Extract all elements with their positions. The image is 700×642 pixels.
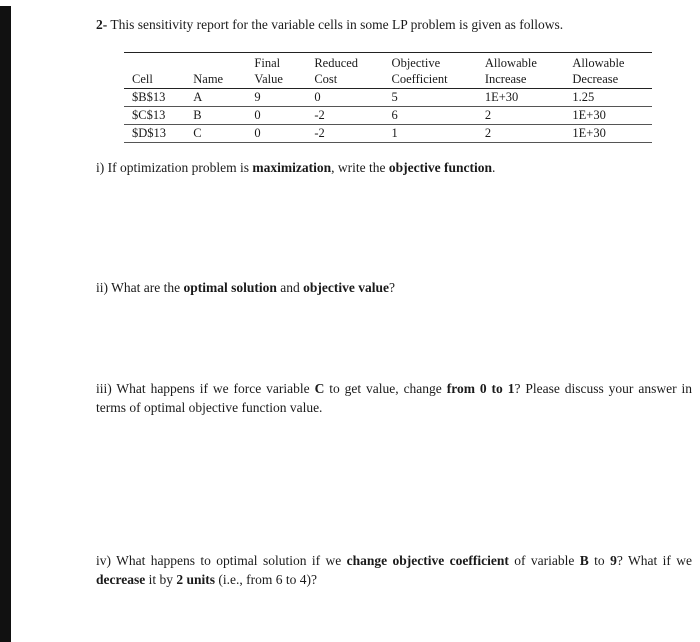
- question-intro: This sensitivity report for the variable cells in some LP problem is given as follows.: [110, 17, 564, 32]
- question-part-ii: [96, 278, 395, 297]
- question-number: 2-: [96, 17, 108, 32]
- question-part-iii: [96, 379, 692, 417]
- part-text: ? Please discuss your answer in terms of optimal objective function value.: [96, 381, 692, 415]
- header-cell: Cost: [302, 71, 383, 89]
- header-cell: Coefficient: [384, 71, 477, 89]
- question-part-iv: [96, 551, 692, 589]
- table-cell: 1E+30: [564, 125, 652, 143]
- part-text: to: [588, 553, 611, 568]
- table-cell: 0: [302, 89, 383, 107]
- header-cell: Value: [240, 71, 302, 89]
- part-text: , write the: [331, 160, 389, 175]
- header-cell: Reduced: [302, 53, 383, 72]
- table-cell: 1E+30: [477, 89, 565, 107]
- part-bold-text: B: [579, 553, 589, 568]
- table-header-row-bottom: [124, 71, 652, 89]
- table-cell: 0: [240, 125, 302, 143]
- header-cell: Allowable: [477, 53, 565, 72]
- table-cell: $D$13: [124, 125, 185, 143]
- table-cell: 1: [384, 125, 477, 143]
- header-cell: Increase: [477, 71, 565, 89]
- part-text: of variable: [508, 553, 580, 568]
- header-cell: Cell: [124, 71, 185, 89]
- part-bold-text: from 0 to 1: [446, 381, 515, 396]
- table-cell: 6: [384, 107, 477, 125]
- part-bold-text: change objective coefficient: [346, 553, 509, 568]
- table-row: [124, 125, 652, 143]
- header-cell: Name: [185, 71, 240, 89]
- table-cell: 2: [477, 107, 565, 125]
- table-cell: A: [185, 89, 240, 107]
- left-border-gap: [0, 0, 11, 6]
- header-cell: [124, 53, 185, 72]
- header-cell: Objective: [384, 53, 477, 72]
- question-heading: [96, 17, 563, 33]
- table-cell: -2: [302, 125, 383, 143]
- part-text: ii) What are the: [96, 280, 184, 295]
- part-bold-text: optimal solution: [183, 280, 277, 295]
- header-cell: Allowable: [564, 53, 652, 72]
- part-text: (i.e., from 6 to 4)?: [215, 572, 317, 587]
- part-bold-text: C: [314, 381, 325, 396]
- table-cell: -2: [302, 107, 383, 125]
- table-cell: 1E+30: [564, 107, 652, 125]
- header-cell: [185, 53, 240, 72]
- part-text: iii) What happens if we force variable: [96, 381, 315, 396]
- part-text: ?: [388, 280, 395, 295]
- header-cell: Decrease: [564, 71, 652, 89]
- part-text: i) If optimization problem is: [96, 160, 253, 175]
- table-cell: B: [185, 107, 240, 125]
- table-cell: $C$13: [124, 107, 185, 125]
- part-bold-text: objective function: [388, 160, 492, 175]
- sensitivity-report-table: [124, 52, 652, 143]
- table-header-row-top: [124, 53, 652, 72]
- table-cell: 1.25: [564, 89, 652, 107]
- table-row: [124, 107, 652, 125]
- left-border-bar: [0, 0, 11, 642]
- part-text: ? What if we: [616, 553, 692, 568]
- table-cell: 5: [384, 89, 477, 107]
- table-cell: 0: [240, 107, 302, 125]
- part-text: and: [276, 280, 304, 295]
- table-cell: 2: [477, 125, 565, 143]
- table-cell: 9: [240, 89, 302, 107]
- part-bold-text: 2 units: [176, 572, 216, 587]
- part-bold-text: maximization: [252, 160, 332, 175]
- question-part-i: [96, 158, 495, 177]
- part-bold-text: 9: [610, 553, 617, 568]
- part-bold-text: objective value: [303, 280, 389, 295]
- header-cell: Final: [240, 53, 302, 72]
- part-text: .: [491, 160, 496, 175]
- part-bold-text: decrease: [96, 572, 146, 587]
- table-cell: C: [185, 125, 240, 143]
- part-text: it by: [145, 572, 177, 587]
- part-text: iv) What happens to optimal solution if we: [96, 553, 347, 568]
- table-row: [124, 89, 652, 107]
- table-cell: $B$13: [124, 89, 185, 107]
- part-text: to get value, change: [324, 381, 447, 396]
